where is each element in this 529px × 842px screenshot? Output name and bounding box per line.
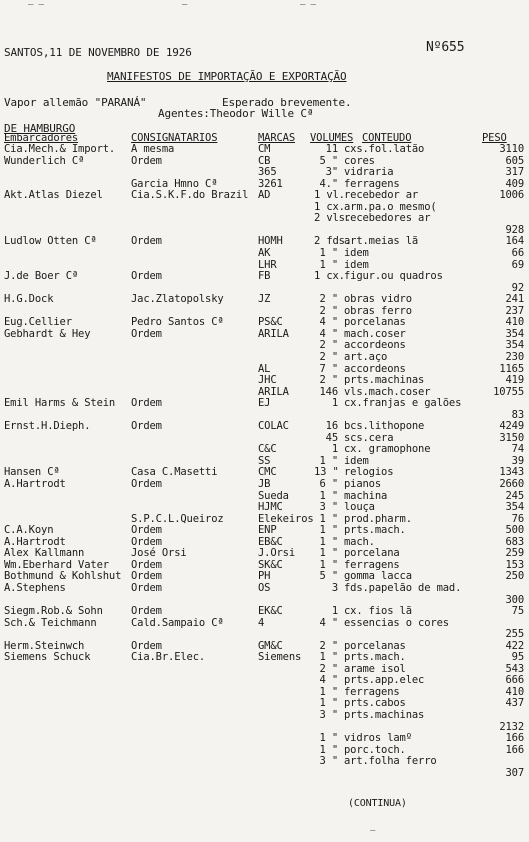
row-marks: CB <box>258 154 271 167</box>
row-consignee: A mesma <box>131 143 175 155</box>
row-marks: JB <box>258 478 271 490</box>
table-row <box>0 329 529 340</box>
table-row <box>0 560 529 571</box>
row-contents: cores <box>344 154 375 167</box>
row-consignee: Ordem <box>131 605 162 617</box>
row-weight: 259 <box>505 547 524 560</box>
row-contents: vidros lamº <box>344 732 412 745</box>
row-volumes: 1 <box>331 397 338 410</box>
table-row <box>0 156 529 167</box>
row-weight: 74 <box>511 443 524 456</box>
table-row <box>0 525 529 536</box>
row-volumes: 1 " <box>319 697 338 710</box>
table-row <box>0 595 529 606</box>
row-shipper: Alex Kallmann <box>4 547 85 560</box>
row-weight: 410 <box>505 685 524 698</box>
table-row <box>0 398 529 409</box>
row-contents: obras ferro <box>344 304 412 317</box>
vessel-note: Esperado brevemente. <box>222 96 352 109</box>
row-marks: ARILA <box>258 385 289 398</box>
row-weight: 10755 <box>493 385 524 398</box>
row-volumes: 3" <box>325 166 338 179</box>
row-shipper: H.G.Dock <box>4 293 54 306</box>
row-shipper: Cia.Mech.& Import. <box>4 143 116 155</box>
row-weight: 3150 <box>499 431 524 444</box>
row-volumes: 16 <box>325 420 338 433</box>
row-marks: CM <box>258 143 271 155</box>
row-volumes: 2 " <box>319 662 338 675</box>
row-consignee: Ordem <box>131 397 162 410</box>
row-weight: 166 <box>505 732 524 745</box>
row-contents: pianos <box>344 478 382 490</box>
table-row <box>0 283 529 294</box>
row-shipper: Siegm.Rob.& Sohn <box>4 605 103 617</box>
row-contents: essencias o cores <box>344 616 449 629</box>
row-consignee: Ordem <box>131 570 162 583</box>
row-weight: 605 <box>505 154 524 167</box>
row-volumes: 2 fds. <box>314 235 352 248</box>
table-row <box>0 271 529 282</box>
row-weight: 4249 <box>499 420 524 433</box>
row-volumes: 13 " <box>314 466 339 479</box>
table-row <box>0 387 529 398</box>
row-volumes: 3 <box>331 581 338 594</box>
row-weight: 66 <box>511 246 524 259</box>
row-contents: louça <box>344 501 375 514</box>
row-marks: 4 <box>258 616 265 629</box>
row-weight: 76 <box>511 512 524 525</box>
row-volumes: 5 " <box>319 154 338 167</box>
table-row <box>0 352 529 363</box>
row-weight: 166 <box>505 743 524 756</box>
row-volumes: 1 " <box>319 535 338 548</box>
row-volumes: 45 <box>325 431 338 444</box>
table-row <box>0 179 529 190</box>
row-marks: HJMC <box>258 501 283 514</box>
row-contents: cx.franjas e galões <box>344 397 462 410</box>
row-weight: 683 <box>505 535 524 548</box>
row-shipper: Sch.& Teichmann <box>4 616 97 629</box>
row-marks: 3261 <box>258 177 283 190</box>
table-row <box>0 537 529 548</box>
table-row <box>0 491 529 502</box>
row-consignee: Ordem <box>131 270 162 283</box>
row-contents: mach.coser <box>344 327 406 340</box>
table-row <box>0 641 529 652</box>
row-contents: mach. <box>344 535 375 548</box>
row-volumes: 2 " <box>319 304 338 317</box>
row-volumes: 1 " <box>319 743 338 756</box>
top-mark-3: — — <box>300 0 316 10</box>
continued-note: (CONTINUA) <box>348 798 407 809</box>
row-contents: machina <box>344 489 388 502</box>
row-volumes: 2 " <box>319 374 338 386</box>
row-consignee: Pedro Santos Cª <box>131 316 224 329</box>
row-volumes: 1 " <box>319 454 338 467</box>
row-marks: Siemens <box>258 651 302 664</box>
row-volumes: 3 " <box>319 755 338 768</box>
row-contents: scs.cera <box>344 431 394 444</box>
row-marks: J.Orsi <box>258 547 296 560</box>
row-weight: 153 <box>505 558 524 571</box>
row-weight: 255 <box>505 628 524 641</box>
row-weight: 92 <box>511 281 524 294</box>
table-row <box>0 502 529 513</box>
row-contents: vls.mach.coser <box>344 385 431 398</box>
row-shipper: Eug.Cellier <box>4 316 72 329</box>
row-weight: 2132 <box>499 720 524 733</box>
table-row <box>0 236 529 247</box>
row-shipper: Hansen Cª <box>4 466 60 479</box>
row-weight: 500 <box>505 524 524 537</box>
table-row <box>0 144 529 155</box>
row-volumes: 1 " <box>319 258 338 271</box>
row-contents: fds.papelão de mad. <box>344 581 462 594</box>
table-row <box>0 444 529 455</box>
row-contents: porcelanas <box>344 316 406 329</box>
row-volumes: 11 <box>325 143 338 155</box>
row-volumes: 5 " <box>319 570 338 583</box>
row-volumes: 1 " <box>319 685 338 698</box>
row-weight: 419 <box>505 374 524 386</box>
row-weight: 543 <box>505 662 524 675</box>
row-contents: art.folha ferro <box>344 755 437 768</box>
row-volumes: 6 " <box>319 478 338 490</box>
row-volumes: 1 cx. <box>314 200 345 213</box>
table-row <box>0 306 529 317</box>
row-volumes: 3 " <box>319 501 338 514</box>
table-row <box>0 421 529 432</box>
row-consignee: Cia.Br.Elec. <box>131 651 206 664</box>
table-row <box>0 202 529 213</box>
row-shipper: Ludlow Otten Cª <box>4 235 97 248</box>
row-volumes: 1 " <box>319 512 338 525</box>
row-contents: idem <box>344 258 369 271</box>
table-row <box>0 213 529 224</box>
table-row <box>0 768 529 779</box>
row-consignee: Ordem <box>131 524 162 537</box>
row-contents: accordeons <box>344 362 406 375</box>
table-row <box>0 433 529 444</box>
table-row <box>0 745 529 756</box>
row-marks: 365 <box>258 166 277 179</box>
row-volumes: 1 <box>331 605 338 617</box>
table-row <box>0 317 529 328</box>
row-weight: 230 <box>505 350 524 363</box>
col-head-consignee: CONSIGNATARIOS <box>131 132 218 144</box>
row-weight: 354 <box>505 501 524 514</box>
date-line: SANTOS,11 DE NOVEMBRO DE 1926 <box>4 46 192 59</box>
row-marks: HOMH <box>258 235 283 248</box>
row-volumes: 4 " <box>319 316 338 329</box>
table-row <box>0 340 529 351</box>
row-marks: SK&C <box>258 558 283 571</box>
document-number: Nº655 <box>426 40 465 55</box>
row-contents: prod.pharm. <box>344 512 412 525</box>
row-weight: 928 <box>505 223 524 236</box>
row-marks: AL <box>258 362 271 375</box>
row-marks: ENP <box>258 524 277 537</box>
table-row <box>0 514 529 525</box>
row-weight: 69 <box>511 258 524 271</box>
row-consignee: Ordem <box>131 235 162 248</box>
row-contents: recebedores ar <box>344 212 431 225</box>
row-volumes: 7 " <box>319 362 338 375</box>
agents-line: Agentes:Theodor Wille Cª <box>158 107 314 120</box>
row-consignee: S.P.C.L.Queiroz <box>131 512 224 525</box>
row-contents: prts.machinas <box>344 374 425 386</box>
row-weight: 354 <box>505 339 524 352</box>
row-marks: AD <box>258 189 271 202</box>
row-consignee: Ordem <box>131 327 162 340</box>
row-contents: prts.cabos <box>344 697 406 710</box>
row-weight: 237 <box>505 304 524 317</box>
row-shipper: Gebhardt & Hey <box>4 327 91 340</box>
table-row <box>0 364 529 375</box>
row-shipper: A.Hartrodt <box>4 535 66 548</box>
table-row <box>0 618 529 629</box>
row-weight: 241 <box>505 293 524 306</box>
table-row <box>0 571 529 582</box>
row-weight: 300 <box>505 593 524 606</box>
row-contents: prts.app.elec <box>344 674 425 687</box>
row-contents: art.meias lã <box>344 235 419 248</box>
row-volumes: 2 " <box>319 639 338 652</box>
row-contents: ferragens <box>344 685 400 698</box>
row-shipper: Akt.Atlas Diezel <box>4 189 103 202</box>
row-volumes: 4 " <box>319 674 338 687</box>
row-marks: LHR <box>258 258 277 271</box>
document-title: MANIFESTOS DE IMPORTAÇÃO E EXPORTAÇÃO <box>107 70 347 83</box>
row-contents: arm.pa.o mesmo( <box>344 200 437 213</box>
row-contents: cx. fios lã <box>344 605 412 617</box>
row-contents: prts.machinas <box>344 709 425 721</box>
row-consignee: Ordem <box>131 154 162 167</box>
row-marks: OS <box>258 581 271 594</box>
row-contents: recebedor ar <box>344 189 419 202</box>
row-weight: 75 <box>511 605 524 617</box>
row-contents: bcs.lithopone <box>344 420 425 433</box>
row-marks: PH <box>258 570 271 583</box>
row-contents: porcelana <box>344 547 400 560</box>
row-weight: 83 <box>511 408 524 421</box>
row-marks: JHC <box>258 374 277 386</box>
row-weight: 409 <box>505 177 524 190</box>
row-marks: PS&C <box>258 316 283 329</box>
row-weight: 2660 <box>499 478 524 490</box>
row-volumes: 1 vl. <box>314 189 345 202</box>
table-row <box>0 652 529 663</box>
col-head-shipper: Embarcadores <box>4 132 79 144</box>
row-weight: 1165 <box>499 362 524 375</box>
row-weight: 307 <box>505 766 524 779</box>
row-consignee: Garcia Hmno Cª <box>131 177 218 190</box>
row-shipper: Herm.Steinwch <box>4 639 85 652</box>
row-consignee: Cald.Sampaio Cª <box>131 616 224 629</box>
row-marks: SS <box>258 454 271 467</box>
table-row <box>0 248 529 259</box>
row-contents: ferragens <box>344 558 400 571</box>
top-mark-1: — — <box>28 0 44 10</box>
row-volumes: 1 <box>331 443 338 456</box>
row-marks: GM&C <box>258 639 283 652</box>
row-contents: gomma lacca <box>344 570 412 583</box>
row-marks: Sueda <box>258 489 289 502</box>
table-row <box>0 675 529 686</box>
row-volumes: 4." <box>319 177 338 190</box>
table-row <box>0 479 529 490</box>
row-shipper: A.Stephens <box>4 581 66 594</box>
row-contents: figur.ou quadros <box>344 270 443 283</box>
row-contents: ferragens <box>344 177 400 190</box>
row-weight: 1343 <box>499 466 524 479</box>
col-head-contents: CONTEUDO <box>362 132 412 144</box>
row-volumes: 1 " <box>319 489 338 502</box>
table-row <box>0 456 529 467</box>
row-weight: 3110 <box>499 143 524 155</box>
row-shipper: Wm.Eberhard Vater <box>4 558 109 571</box>
table-row <box>0 260 529 271</box>
row-volumes: 3 " <box>319 709 338 721</box>
row-contents: cx. gramophone <box>344 443 431 456</box>
row-weight: 245 <box>505 489 524 502</box>
row-volumes: 146 <box>319 385 338 398</box>
table-row <box>0 733 529 744</box>
table-row <box>0 190 529 201</box>
row-contents: accordeons <box>344 339 406 352</box>
table-row <box>0 548 529 559</box>
table-row <box>0 664 529 675</box>
row-consignee: Ordem <box>131 420 162 433</box>
row-volumes: 1 " <box>319 651 338 664</box>
row-shipper: Ernst.H.Dieph. <box>4 420 91 433</box>
row-weight: 437 <box>505 697 524 710</box>
top-mark-2: — <box>182 0 188 10</box>
row-contents: arame isol <box>344 662 406 675</box>
table-row <box>0 756 529 767</box>
row-marks: AK <box>258 246 271 259</box>
row-shipper: C.A.Koyn <box>4 524 54 537</box>
row-weight: 164 <box>505 235 524 248</box>
row-marks: FB <box>258 270 271 283</box>
row-marks: EB&C <box>258 535 283 548</box>
table-row <box>0 467 529 478</box>
table-row <box>0 687 529 698</box>
row-volumes: 2 " <box>319 339 338 352</box>
row-shipper: Emil Harms & Stein <box>4 397 116 410</box>
row-volumes: 4 " <box>319 616 338 629</box>
table-row <box>0 375 529 386</box>
bottom-mark: — <box>370 826 376 836</box>
row-marks: Elekeiros <box>258 512 314 525</box>
row-weight: 410 <box>505 316 524 329</box>
row-shipper: A.Hartrodt <box>4 478 66 490</box>
table-row <box>0 410 529 421</box>
row-shipper: Bothmund & Kohlshut <box>4 570 122 583</box>
row-consignee: José Orsi <box>131 547 187 560</box>
table-row <box>0 225 529 236</box>
table-row <box>0 583 529 594</box>
row-weight: 250 <box>505 570 524 583</box>
row-marks: C&C <box>258 443 277 456</box>
row-consignee: Ordem <box>131 478 162 490</box>
row-volumes: 4 " <box>319 327 338 340</box>
vessel-name: Vapor allemão "PARANÁ" <box>4 96 147 109</box>
table-row <box>0 710 529 721</box>
row-volumes: 2 " <box>319 293 338 306</box>
row-marks: JZ <box>258 293 271 306</box>
row-consignee: Cia.S.K.F.do Brazil <box>131 189 249 202</box>
row-shipper: Siemens Schuck <box>4 651 91 664</box>
row-contents: art.aço <box>344 350 388 363</box>
row-contents: obras vidro <box>344 293 412 306</box>
row-contents: prts.mach. <box>344 524 406 537</box>
row-volumes: 1 " <box>319 732 338 745</box>
row-volumes: 1 " <box>319 547 338 560</box>
origin-port: DE HAMBURGO <box>4 122 76 135</box>
col-head-weight: PESO <box>482 132 507 144</box>
row-contents: prts.mach. <box>344 651 406 664</box>
table-row <box>0 722 529 733</box>
row-consignee: Casa C.Masetti <box>131 466 218 479</box>
table-row <box>0 167 529 178</box>
table-row <box>0 294 529 305</box>
row-marks: EK&C <box>258 605 283 617</box>
row-marks: EJ <box>258 397 271 410</box>
row-volumes: 1 " <box>319 246 338 259</box>
row-volumes: 1 cx. <box>314 270 345 283</box>
row-contents: porcelanas <box>344 639 406 652</box>
row-volumes: 2 " <box>319 350 338 363</box>
vessel-line <box>4 97 146 108</box>
row-contents: relogios <box>344 466 394 479</box>
row-weight: 666 <box>505 674 524 687</box>
row-contents: idem <box>344 246 369 259</box>
row-contents: idem <box>344 454 369 467</box>
row-volumes: 1 " <box>319 558 338 571</box>
row-weight: 1006 <box>499 189 524 202</box>
col-head-volumes: VOLUMES <box>310 132 354 144</box>
row-volumes: 2 vls. <box>314 212 352 225</box>
row-weight: 422 <box>505 639 524 652</box>
row-volumes: 1 " <box>319 524 338 537</box>
row-marks: CMC <box>258 466 277 479</box>
row-marks: ARILA <box>258 327 289 340</box>
col-head-marks: MARCAS <box>258 132 296 144</box>
table-row <box>0 606 529 617</box>
row-consignee: Ordem <box>131 639 162 652</box>
row-contents: cxs.fol.latão <box>344 143 425 155</box>
table-row <box>0 629 529 640</box>
row-consignee: Jac.Zlatopolsky <box>131 293 224 306</box>
row-weight: 39 <box>511 454 524 467</box>
row-shipper: J.de Boer Cª <box>4 270 79 283</box>
row-consignee: Ordem <box>131 535 162 548</box>
row-marks: COLAC <box>258 420 289 433</box>
row-shipper: Wunderlich Cª <box>4 154 85 167</box>
row-contents: porc.toch. <box>344 743 406 756</box>
row-weight: 317 <box>505 166 524 179</box>
row-weight: 95 <box>511 651 524 664</box>
row-contents: vidraria <box>344 166 394 179</box>
table-row <box>0 698 529 709</box>
row-consignee: Ordem <box>131 581 162 594</box>
row-consignee: Ordem <box>131 558 162 571</box>
row-weight: 354 <box>505 327 524 340</box>
